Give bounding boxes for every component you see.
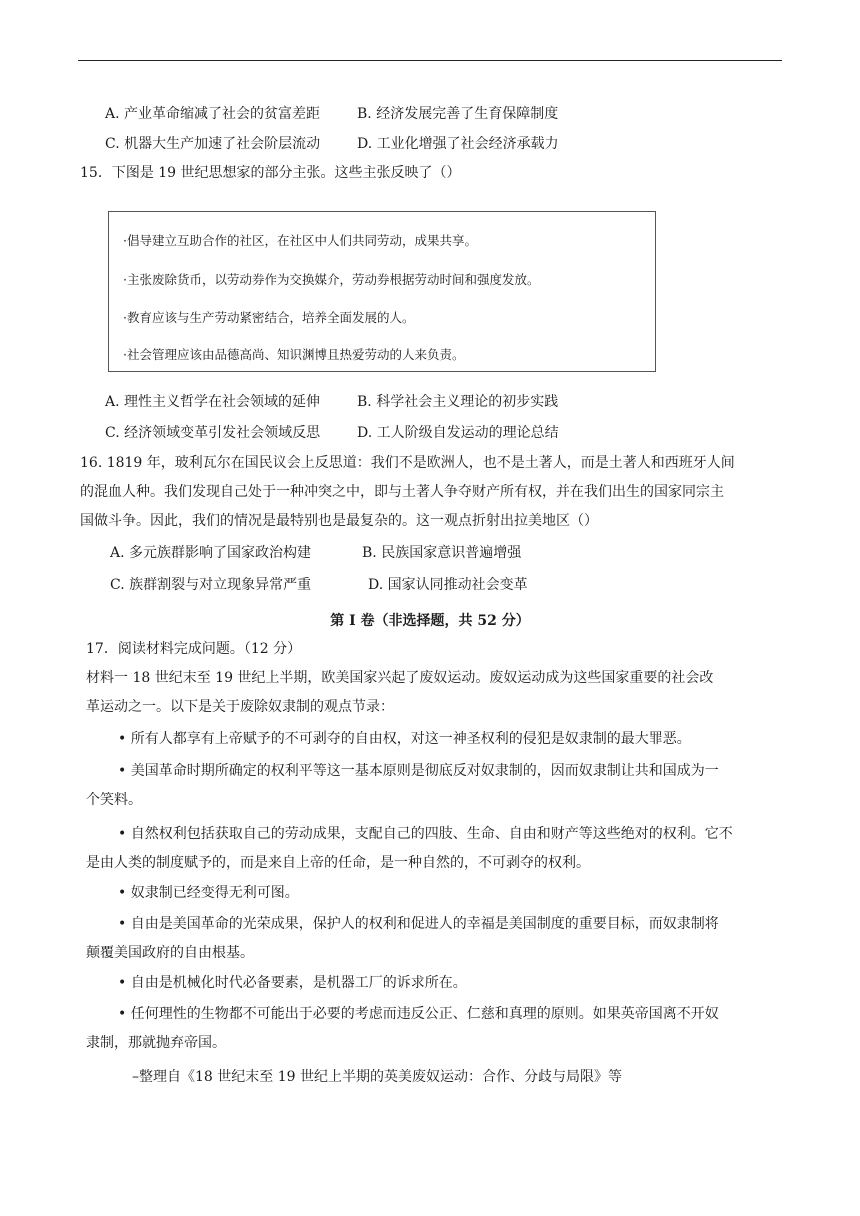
q17-stem: 17．阅读材料完成问题。（12 分） bbox=[86, 641, 302, 657]
q16-option-c[interactable]: C. 族群割裂与对立现象异常严重 bbox=[110, 577, 312, 593]
q14-option-b[interactable]: B. 经济发展完善了生育保障制度 bbox=[357, 106, 559, 122]
q16-options-row-2 bbox=[110, 575, 528, 595]
q16-options-row-1 bbox=[110, 543, 521, 563]
q14-option-a[interactable]: A. 产业革命缩减了社会的贫富差距 bbox=[105, 106, 321, 122]
q15-stem: 15．下图是 19 世纪思想家的部分主张。这些主张反映了（） bbox=[80, 165, 461, 181]
q14-options-row-2 bbox=[105, 134, 559, 154]
q17-source: –整理自《18 世纪末至 19 世纪上半期的英美废奴运动：合作、分歧与局限》等 bbox=[132, 1069, 622, 1085]
q17-bullet: • 任何理性的生物都不可能出于必要的考虑而违反公正、仁慈和真理的原则。如果英帝国离不开奴 bbox=[118, 1006, 719, 1022]
q16-option-d[interactable]: D. 国家认同推动社会变革 bbox=[368, 577, 528, 593]
q15-option-d[interactable]: D. 工人阶级自发运动的理论总结 bbox=[357, 425, 559, 441]
q17-bullet: • 所有人都享有上帝赋予的不可剥夺的自由权，对这一神圣权利的侵犯是奴隶制的最大罪恶。 bbox=[118, 731, 691, 747]
q15-figure bbox=[108, 211, 656, 372]
q16-option-a[interactable]: A. 多元族群影响了国家政治构建 bbox=[110, 545, 312, 561]
q15-option-c[interactable]: C. 经济领域变革引发社会领域反思 bbox=[105, 425, 321, 441]
q17-bullet-continued: 隶制，那就抛弃帝国。 bbox=[86, 1035, 226, 1051]
q15-option-b[interactable]: B. 科学社会主义理论的初步实践 bbox=[357, 394, 559, 410]
q15-option-a[interactable]: A. 理性主义哲学在社会领域的延伸 bbox=[105, 394, 321, 410]
q15-options-row-1 bbox=[105, 392, 558, 412]
q14-option-c[interactable]: C. 机器大生产加速了社会阶层流动 bbox=[105, 136, 321, 152]
q14-options-row-1 bbox=[105, 104, 558, 124]
q16-stem-line: 16. 1819 年，玻利瓦尔在国民议会上反思道：我们不是欧洲人，也不是土著人，而是土著人和西班牙人间 bbox=[80, 455, 735, 471]
q17-bullet-continued: 是由人类的制度赋予的，而是来自上帝的任命，是一种自然的，不可剥夺的权利。 bbox=[86, 855, 590, 871]
section-title: 第 I 卷（非选择题，共 52 分） bbox=[330, 613, 530, 629]
q15-figure-item: ·主张废除货币，以劳动券作为交换媒介，劳动券根据劳动时间和强度发放。 bbox=[123, 272, 540, 287]
q15-options-row-2 bbox=[105, 423, 559, 443]
header-rule bbox=[78, 60, 782, 61]
q16-stem-line: 的混血人种。我们发现自己处于一种冲突之中，即与土著人争夺财产所有权，并在我们出生的国家同宗主 bbox=[80, 484, 724, 500]
q17-material-line: 材料一 18 世纪末至 19 世纪上半期，欧美国家兴起了废奴运动。废奴运动成为这些国家重要的社会改 bbox=[86, 670, 714, 686]
q17-material-line: 革运动之一。以下是关于废除奴隶制的观点节录： bbox=[86, 699, 394, 715]
q16-stem-line: 国做斗争。因此，我们的情况是最特别也是最复杂的。这一观点折射出拉美地区（） bbox=[80, 513, 598, 529]
q16-option-b[interactable]: B. 民族国家意识普遍增强 bbox=[362, 545, 522, 561]
q17-bullet: • 美国革命时期所确定的权利平等这一基本原则是彻底反对奴隶制的，因而奴隶制让共和国成为一 bbox=[118, 763, 719, 779]
q17-bullet: • 自由是美国革命的光荣成果，保护人的权利和促进人的幸福是美国制度的重要目标，而奴隶制将 bbox=[118, 916, 719, 932]
q17-bullet: • 自然权利包括获取自己的劳动成果，支配自己的四肢、生命、自由和财产等这些绝对的权利。它不 bbox=[118, 826, 733, 842]
q15-figure-item: ·倡导建立互助合作的社区，在社区中人们共同劳动，成果共享。 bbox=[123, 233, 477, 248]
q17-bullet: • 奴隶制已经变得无利可图。 bbox=[118, 885, 299, 901]
q17-bullet-continued: 个笑料。 bbox=[86, 792, 142, 808]
q15-figure-item: ·教育应该与生产劳动紧密结合，培养全面发展的人。 bbox=[123, 310, 415, 325]
q15-figure-item: ·社会管理应该由品德高尚、知识渊博且热爱劳动的人来负责。 bbox=[123, 347, 465, 362]
q17-bullet: • 自由是机械化时代必备要素，是机器工厂的诉求所在。 bbox=[118, 975, 467, 991]
q17-bullet-continued: 颠覆美国政府的自由根基。 bbox=[86, 945, 254, 961]
q14-option-d[interactable]: D. 工业化增强了社会经济承载力 bbox=[357, 136, 559, 152]
